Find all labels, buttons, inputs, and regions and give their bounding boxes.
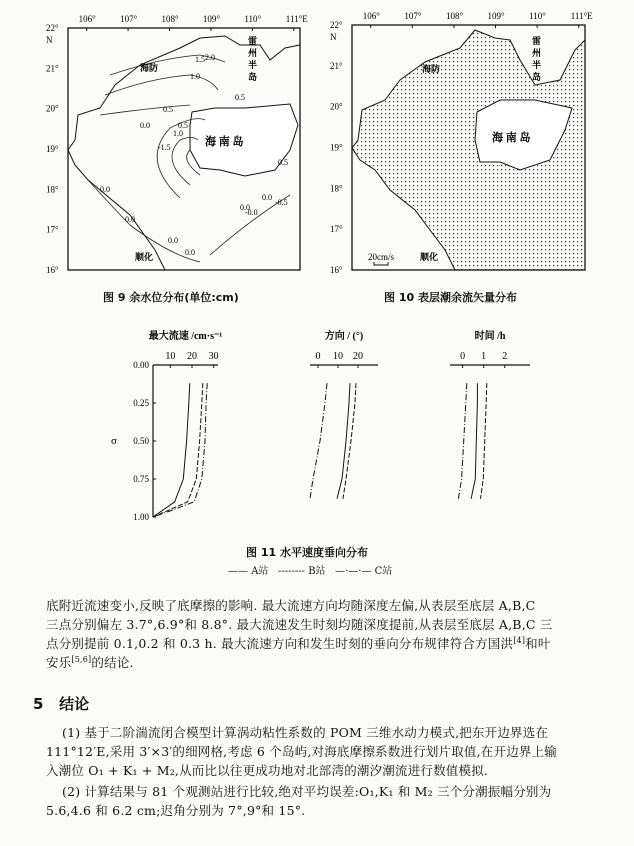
conclusion-2-line: (2) 计算结果与 81 个观测站进行比较,绝对平均误差:O₁,K₁ 和 M₂ 三个分潮振幅分别为 bbox=[62, 784, 552, 799]
conclusion-1-line: (1) 基于二阶湍流闭合模型计算涡动粘性系数的 POM 三维水动力模式,把东开边界选在 bbox=[62, 725, 549, 740]
profile-panel-2 bbox=[310, 329, 378, 499]
contour-label: 1.5 bbox=[195, 55, 205, 64]
panel-title: 最大流速 /cm·s⁻¹ bbox=[148, 331, 223, 342]
panel-title: 时间 /h bbox=[474, 331, 506, 342]
lat-tick-label: 22° bbox=[46, 23, 59, 33]
section-heading: 5 结论 bbox=[33, 695, 90, 713]
lat-tick-label: 20° bbox=[330, 101, 343, 112]
lon-tick-label: 108° bbox=[161, 14, 179, 24]
lat-tick-label: 22° bbox=[330, 20, 343, 30]
lon-tick-label: 110° bbox=[244, 14, 262, 24]
contour-label: -0.5 bbox=[275, 198, 288, 207]
series-B站 bbox=[481, 383, 487, 499]
series-A站 bbox=[153, 383, 190, 517]
place-leizhou-char: 雷 bbox=[248, 36, 258, 46]
contour-label: -0.0 bbox=[245, 208, 258, 217]
contour-label: 0.5 bbox=[235, 93, 245, 102]
place-haifang: 海防 bbox=[140, 63, 159, 73]
place-leizhou-char: 州 bbox=[248, 48, 258, 58]
lon-tick-label: 109° bbox=[487, 11, 505, 21]
x-tick-label: 30 bbox=[208, 351, 219, 362]
figure-10-caption: 图 10 表层潮余流矢量分布 bbox=[384, 291, 517, 304]
place-leizhou-char: 半 bbox=[248, 60, 258, 70]
place-leizhou-char: 雷 bbox=[532, 36, 542, 46]
series-A站 bbox=[337, 383, 350, 499]
y-tick-label: 0.75 bbox=[133, 474, 149, 484]
figure-11-legend bbox=[228, 562, 392, 577]
conclusion-2-line: 5.6,4.6 和 6.2 cm;迟角分别为 7°,9°和 15°. bbox=[46, 803, 306, 818]
lat-tick-label: N bbox=[46, 35, 53, 45]
place-shunhua: 顺化 bbox=[135, 252, 154, 262]
place-shunhua: 顺化 bbox=[420, 252, 439, 262]
x-tick-label: 2 bbox=[502, 351, 508, 362]
citation[interactable]: [5,6] bbox=[71, 654, 92, 664]
scale-bar bbox=[374, 262, 388, 265]
conclusion-1-line: 入潮位 O₁ + K₁ + M₂,从而比以往更成功地对北部湾的潮汐潮流进行数值模拟. bbox=[46, 763, 489, 778]
y-tick-label: 1.00 bbox=[133, 512, 149, 522]
lat-tick-label: N bbox=[330, 32, 337, 42]
lon-tick-label: 106° bbox=[78, 14, 96, 24]
y-tick-label: 0.00 bbox=[133, 360, 149, 370]
lon-tick-label: 109° bbox=[202, 14, 221, 24]
lon-tick-label: 111°E bbox=[285, 14, 308, 24]
figure-11-caption: 图 11 水平速度垂向分布 bbox=[246, 546, 368, 559]
paragraph-line: 安乐[5,6]的结论. bbox=[46, 654, 134, 670]
legend-b: -------- B站 bbox=[277, 566, 326, 577]
x-tick-label: 10 bbox=[333, 351, 343, 362]
contour-label: 2.0 bbox=[205, 53, 215, 62]
figure-10-surface-residual-current-map bbox=[320, 0, 610, 310]
figure-9-caption: 图 9 余水位分布(单位:cm) bbox=[103, 291, 239, 304]
place-leizhou-char: 州 bbox=[532, 48, 542, 58]
contour-label: 0.0 bbox=[140, 121, 150, 130]
lat-tick-label: 21° bbox=[330, 60, 343, 71]
series-C站 bbox=[458, 383, 466, 499]
place-haifang: 海防 bbox=[422, 64, 441, 74]
figure-9-residual-water-level-map bbox=[40, 0, 320, 300]
lon-tick-label: 107° bbox=[120, 14, 138, 24]
contour-label: 0.0 bbox=[125, 215, 135, 224]
profile-panel-3 bbox=[450, 329, 530, 499]
lat-tick-label: 16° bbox=[330, 265, 343, 275]
x-tick-label: 10 bbox=[165, 351, 176, 362]
place-leizhou-char: 岛 bbox=[248, 72, 258, 82]
contour-label: 0.5 bbox=[163, 105, 173, 114]
contour-label: 1.0 bbox=[173, 129, 183, 138]
paragraph-line: 点分别提前 0.1,0.2 和 0.3 h. 最大流速方向和发生时刻的垂向分布规律符合方国洪[4]和叶 bbox=[46, 635, 551, 651]
place-leizhou-char: 半 bbox=[532, 60, 542, 70]
place-hainan: 海 南 岛 bbox=[492, 132, 531, 144]
contour-label: 0.0 bbox=[168, 236, 178, 245]
contour-label: 0.0 bbox=[100, 185, 110, 194]
x-tick-label: 1 bbox=[481, 351, 487, 362]
contour-label: -1.5 bbox=[158, 143, 171, 152]
lat-tick-label: 17° bbox=[46, 224, 59, 235]
x-tick-label: 0 bbox=[315, 351, 321, 362]
lon-tick-label: 106° bbox=[362, 11, 380, 21]
lon-tick-label: 108° bbox=[445, 11, 464, 21]
lat-tick-label: 19° bbox=[46, 144, 59, 154]
lon-tick-label: 107° bbox=[404, 11, 422, 21]
lon-tick-label: 110° bbox=[529, 11, 546, 21]
lat-tick-label: 18° bbox=[46, 184, 59, 195]
y-tick-label: 0.50 bbox=[133, 436, 149, 446]
contour-label: 0.0 bbox=[240, 203, 250, 212]
lat-tick-label: 19° bbox=[330, 142, 343, 153]
citation[interactable]: [4] bbox=[513, 635, 526, 645]
figure-11-vertical-velocity-profiles bbox=[100, 325, 560, 535]
lat-tick-label: 17° bbox=[330, 224, 343, 235]
legend-c: —·—·— C站 bbox=[335, 566, 393, 577]
scale-label: 20cm/s bbox=[368, 252, 394, 262]
profile-panel-1 bbox=[111, 329, 222, 522]
y-tick-label: 0.25 bbox=[133, 398, 149, 408]
contour-label: 0.5 bbox=[278, 158, 288, 167]
series-A站 bbox=[471, 383, 477, 499]
contour-label: 0.0 bbox=[185, 248, 195, 257]
place-leizhou bbox=[248, 35, 257, 82]
paragraph-line: 底附近流速变小,反映了底摩擦的影响. 最大流速方向均随深度左偏,从表层至底层 A,B,C bbox=[46, 598, 536, 613]
conclusion-1-line: 111°12′E,采用 3′×3′的细网格,考虑 6 个岛屿,对海底摩擦系数进行划片取值,在开边界上输 bbox=[46, 744, 558, 759]
series-C站 bbox=[310, 383, 327, 499]
x-tick-label: 20 bbox=[353, 351, 363, 362]
x-tick-label: 20 bbox=[187, 351, 197, 362]
contour-label: 0.5 bbox=[178, 121, 188, 130]
panel-title: 方向 / (°) bbox=[324, 331, 364, 342]
paragraph-line: 三点分别偏左 3.7°,6.9°和 8.8°. 最大流速发生时刻均随深度提前,从表层至底层 A,B,C 三 bbox=[46, 617, 553, 632]
place-hainan: 海 南 岛 bbox=[205, 136, 244, 148]
x-tick-label: 0 bbox=[460, 351, 466, 362]
place-leizhou-char: 岛 bbox=[532, 72, 542, 82]
contour-label: 1.0 bbox=[190, 72, 200, 81]
y-axis-label: σ bbox=[111, 435, 117, 447]
lat-tick-label: 20° bbox=[46, 103, 59, 114]
legend-a: —— A站 bbox=[228, 566, 269, 577]
lat-tick-label: 16° bbox=[46, 265, 59, 275]
lat-tick-label: 21° bbox=[46, 63, 59, 74]
lat-tick-label: 18° bbox=[330, 183, 343, 194]
contour-label: 0.0 bbox=[262, 193, 272, 202]
place-leizhou bbox=[532, 35, 541, 82]
lon-tick-label: 111°E bbox=[570, 11, 593, 21]
